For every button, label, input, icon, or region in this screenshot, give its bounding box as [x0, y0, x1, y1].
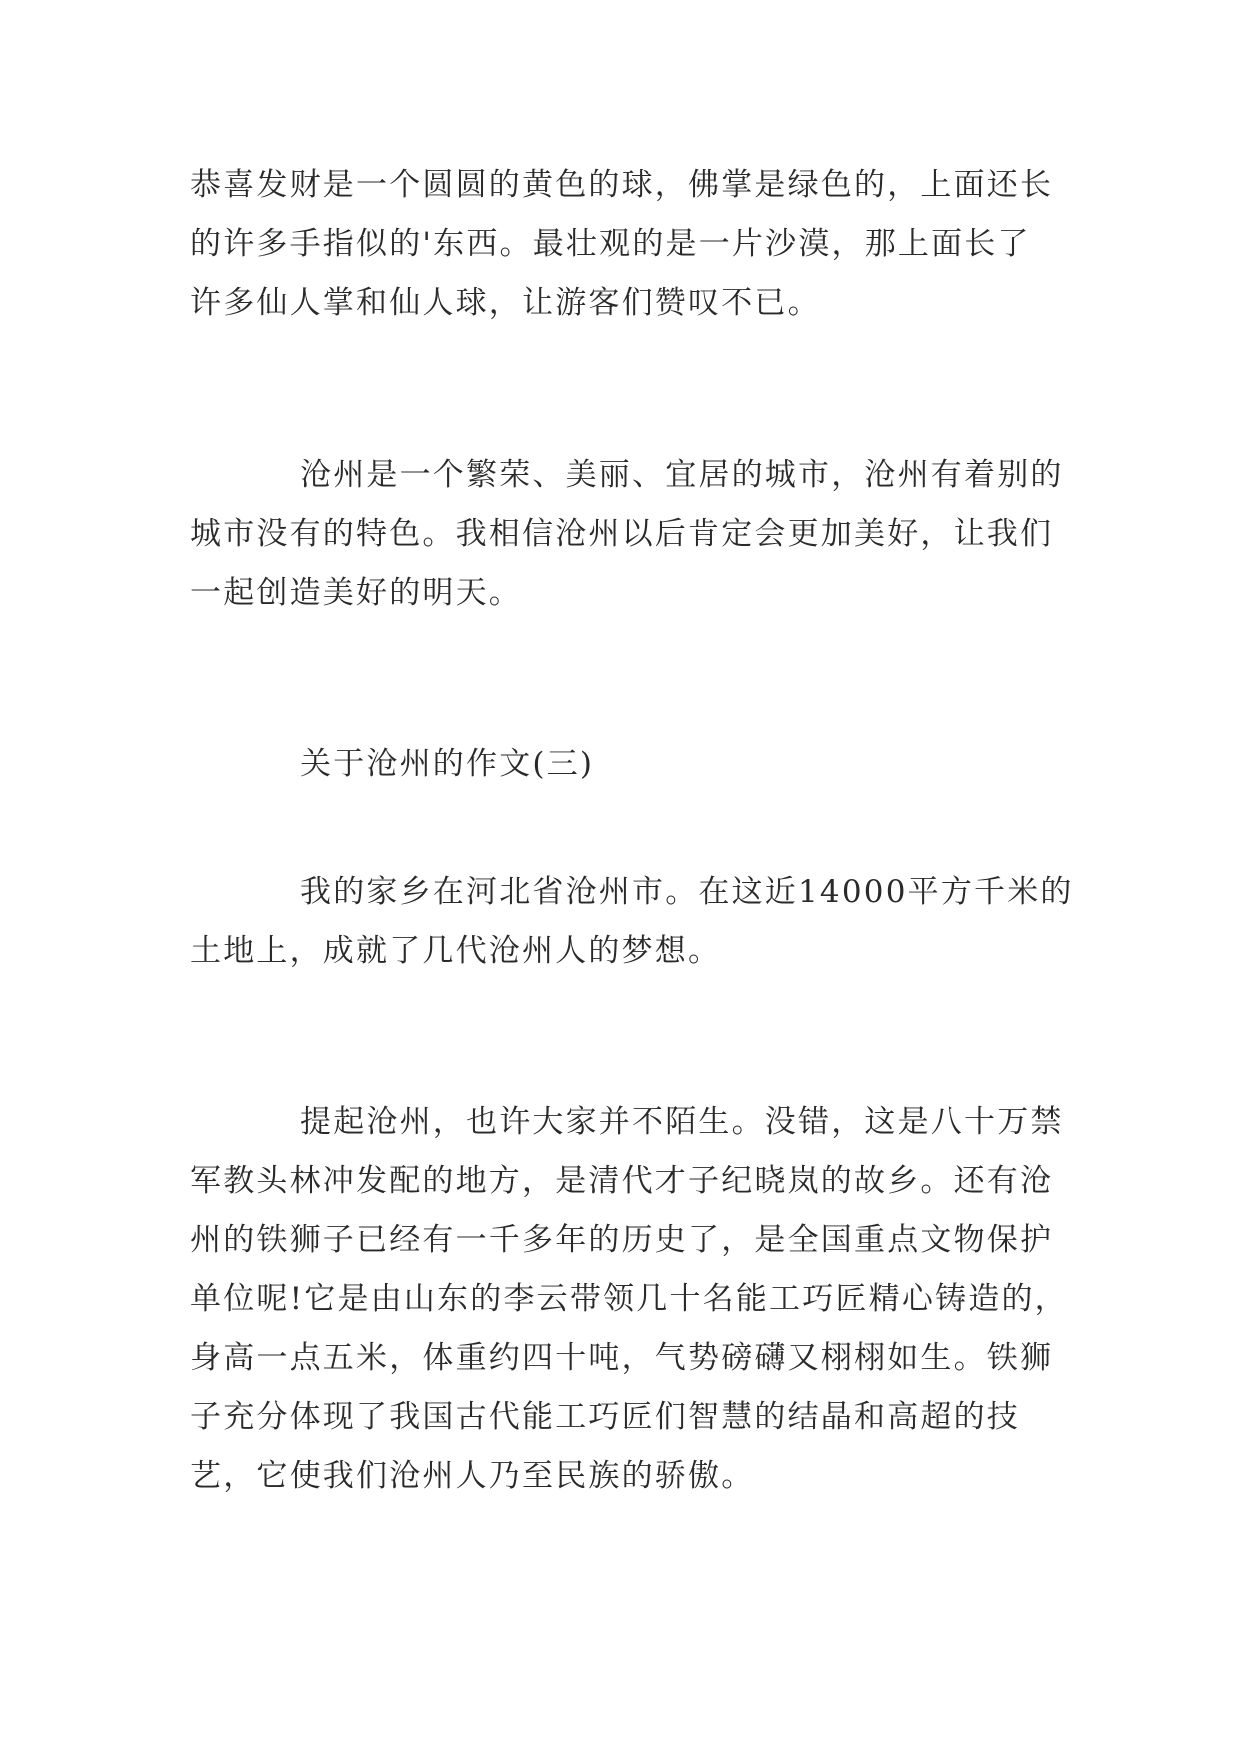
- paragraph-2-line-1: 沧州是一个繁荣、美丽、宜居的城市，沧州有着别的: [300, 457, 1064, 493]
- paragraph-1-line-1: 恭喜发财是一个圆圆的黄色的球，佛掌是绿色的，上面还长: [190, 167, 1054, 203]
- paragraph-4-line-5: 身高一点五米，体重约四十吨，气势磅礴又栩栩如生。铁狮: [190, 1340, 1054, 1376]
- paragraph-4-line-1: 提起沧州，也许大家并不陌生。没错，这是八十万禁: [300, 1104, 1064, 1140]
- paragraph-4-line-7: 艺，它使我们沧州人乃至民族的骄傲。: [190, 1458, 755, 1494]
- section-heading: 关于沧州的作文(三): [300, 746, 595, 782]
- paragraph-4-line-6: 子充分体现了我国古代能工巧匠们智慧的结晶和高超的技: [190, 1399, 1020, 1435]
- paragraph-4-line-2: 军教头林冲发配的地方，是清代才子纪晓岚的故乡。还有沧: [190, 1163, 1054, 1199]
- paragraph-3-line-2: 土地上，成就了几代沧州人的梦想。: [190, 933, 722, 969]
- paragraph-2-line-2: 城市没有的特色。我相信沧州以后肯定会更加美好，让我们: [190, 516, 1054, 552]
- paragraph-2-line-3: 一起创造美好的明天。: [190, 575, 522, 611]
- paragraph-4-line-3: 州的铁狮子已经有一千多年的历史了，是全国重点文物保护: [190, 1222, 1054, 1258]
- paragraph-3-line-1: 我的家乡在河北省沧州市。在这近14000平方千米的: [300, 874, 1074, 910]
- paragraph-1-line-3: 许多仙人掌和仙人球，让游客们赞叹不已。: [190, 285, 821, 321]
- paragraph-1-line-2: 的许多手指似的'东西。最壮观的是一片沙漠，那上面长了: [190, 226, 1031, 262]
- paragraph-4-line-4: 单位呢!它是由山东的李云带领几十名能工巧匠精心铸造的，: [190, 1281, 1068, 1317]
